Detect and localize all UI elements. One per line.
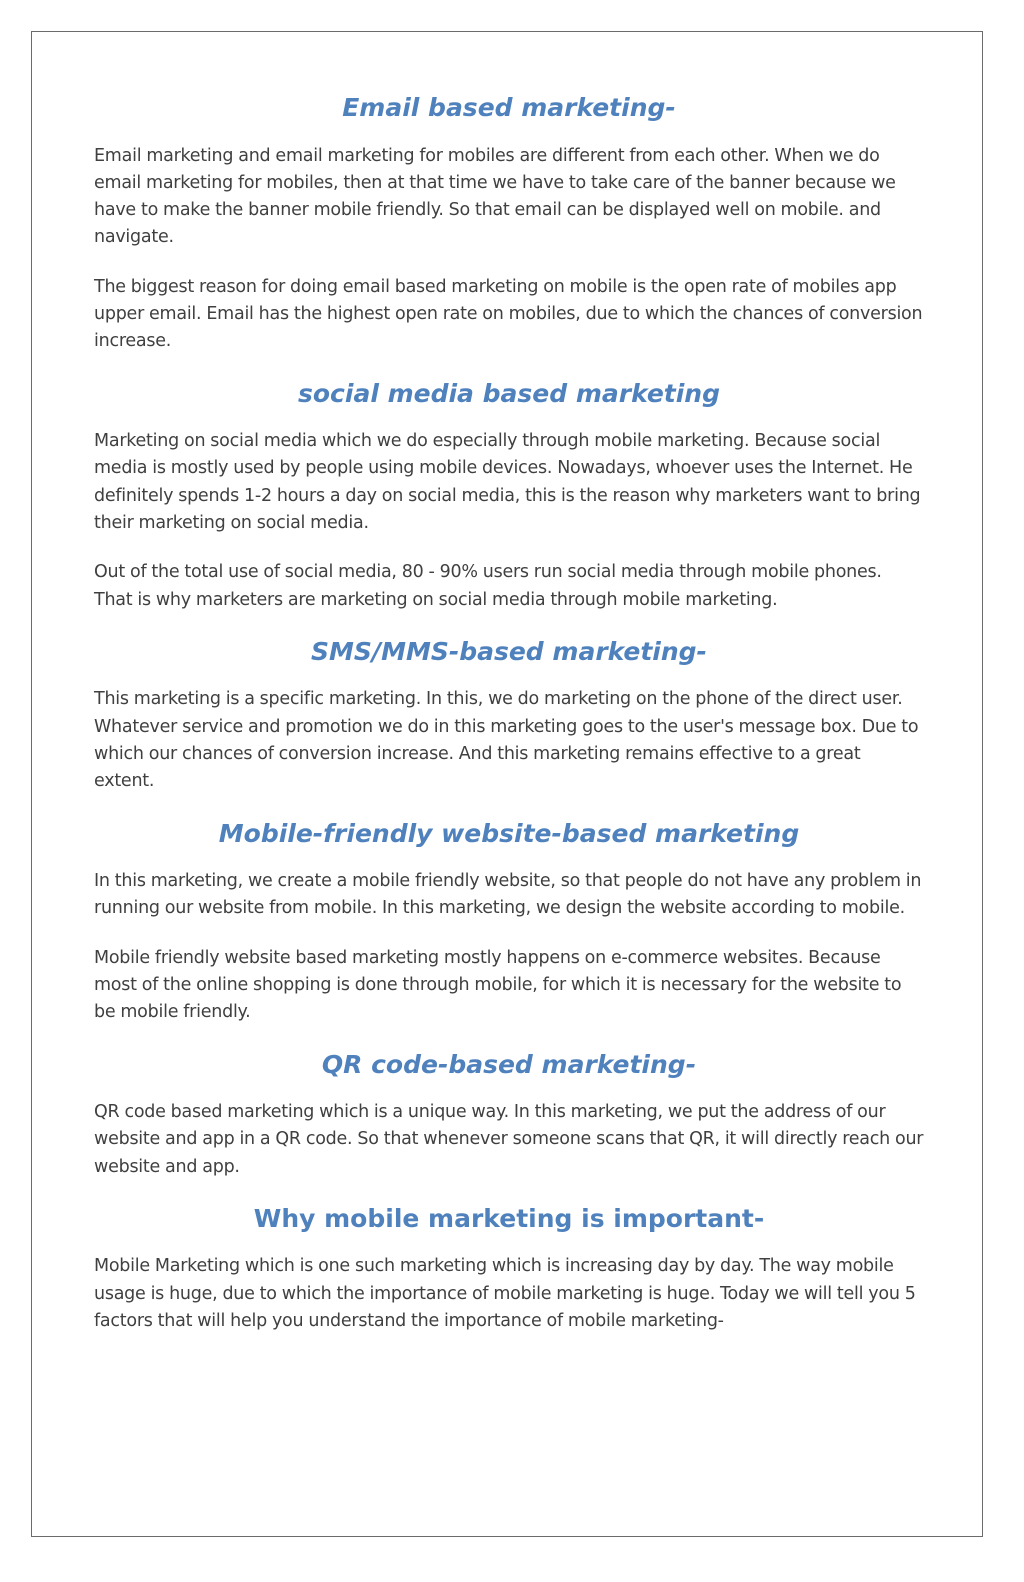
- paragraph: Email marketing and email marketing for mobiles are different from each other. When we do email marketing for mobiles, then at that time we have to take care of the banner because we have to make the banner mobile friendly. So that email can be displayed well on mobile. and navigate.: [94, 145, 896, 248]
- paragraph: Marketing on social media which we do especially through mobile marketing. Because social media is mostly used by people using mobile devices. Nowadays, whoever uses the Internet. He definitely spends 1-2 hours a day on social media, this is the reason why marketers want to bring their marketing on social media.: [94, 431, 921, 533]
- section-social-media-marketing: [94, 378, 924, 614]
- section-sms-mms-marketing: [94, 636, 924, 796]
- section-email-marketing: [94, 92, 924, 356]
- paragraph: Out of the total use of social media, 80 - 90% users run social media through mobile phones. That is why marketers are marketing on social media through mobile marketing.: [94, 562, 882, 610]
- section-why-important: [94, 1203, 924, 1335]
- section-heading: Mobile-friendly website-based marketing: [218, 818, 800, 848]
- paragraph: The biggest reason for doing email based marketing on mobile is the open rate of mobiles app upper email. Email has the highest open rate on mobiles, due to which the chances of conversion increase.: [94, 276, 923, 352]
- section-heading: SMS/MMS-based marketing-: [311, 636, 707, 666]
- paragraph: Mobile friendly website based marketing mostly happens on e-commerce websites. Because most of the online shopping is done through mobile, for which it is necessary for the website to be mobile friendly.: [94, 947, 902, 1023]
- section-heading: Why mobile marketing is important-: [253, 1203, 765, 1233]
- document-page: [31, 31, 983, 1537]
- paragraph: This marketing is a specific marketing. In this, we do marketing on the phone of the direct user. Whatever service and promotion we do in this marketing goes to the user's message box. Due to which our chances of conversion increase. And this marketing remains effective to a great extent.: [94, 689, 919, 792]
- paragraph: QR code based marketing which is a unique way. In this marketing, we put the address of our website and app in a QR code. So that whenever someone scans that QR, it will directly reach our website and app.: [94, 1102, 924, 1177]
- section-heading: QR code-based marketing-: [321, 1049, 697, 1079]
- document-content: [94, 92, 924, 1357]
- section-qr-code-marketing: [94, 1049, 924, 1181]
- section-heading: Email based marketing-: [342, 93, 676, 122]
- paragraph: Mobile Marketing which is one such marketing which is increasing day by day. The way mobile usage is huge, due to which the importance of mobile marketing is huge. Today we will tell you 5 factors that will help you understand the importance of mobile marketing-: [94, 1256, 916, 1332]
- section-mobile-website-marketing: [94, 818, 924, 1027]
- paragraph: In this marketing, we create a mobile friendly website, so that people do not have any problem in running our website from mobile. In this marketing, we design the website according to mobile.: [94, 871, 922, 919]
- section-heading: social media based marketing: [298, 378, 720, 408]
